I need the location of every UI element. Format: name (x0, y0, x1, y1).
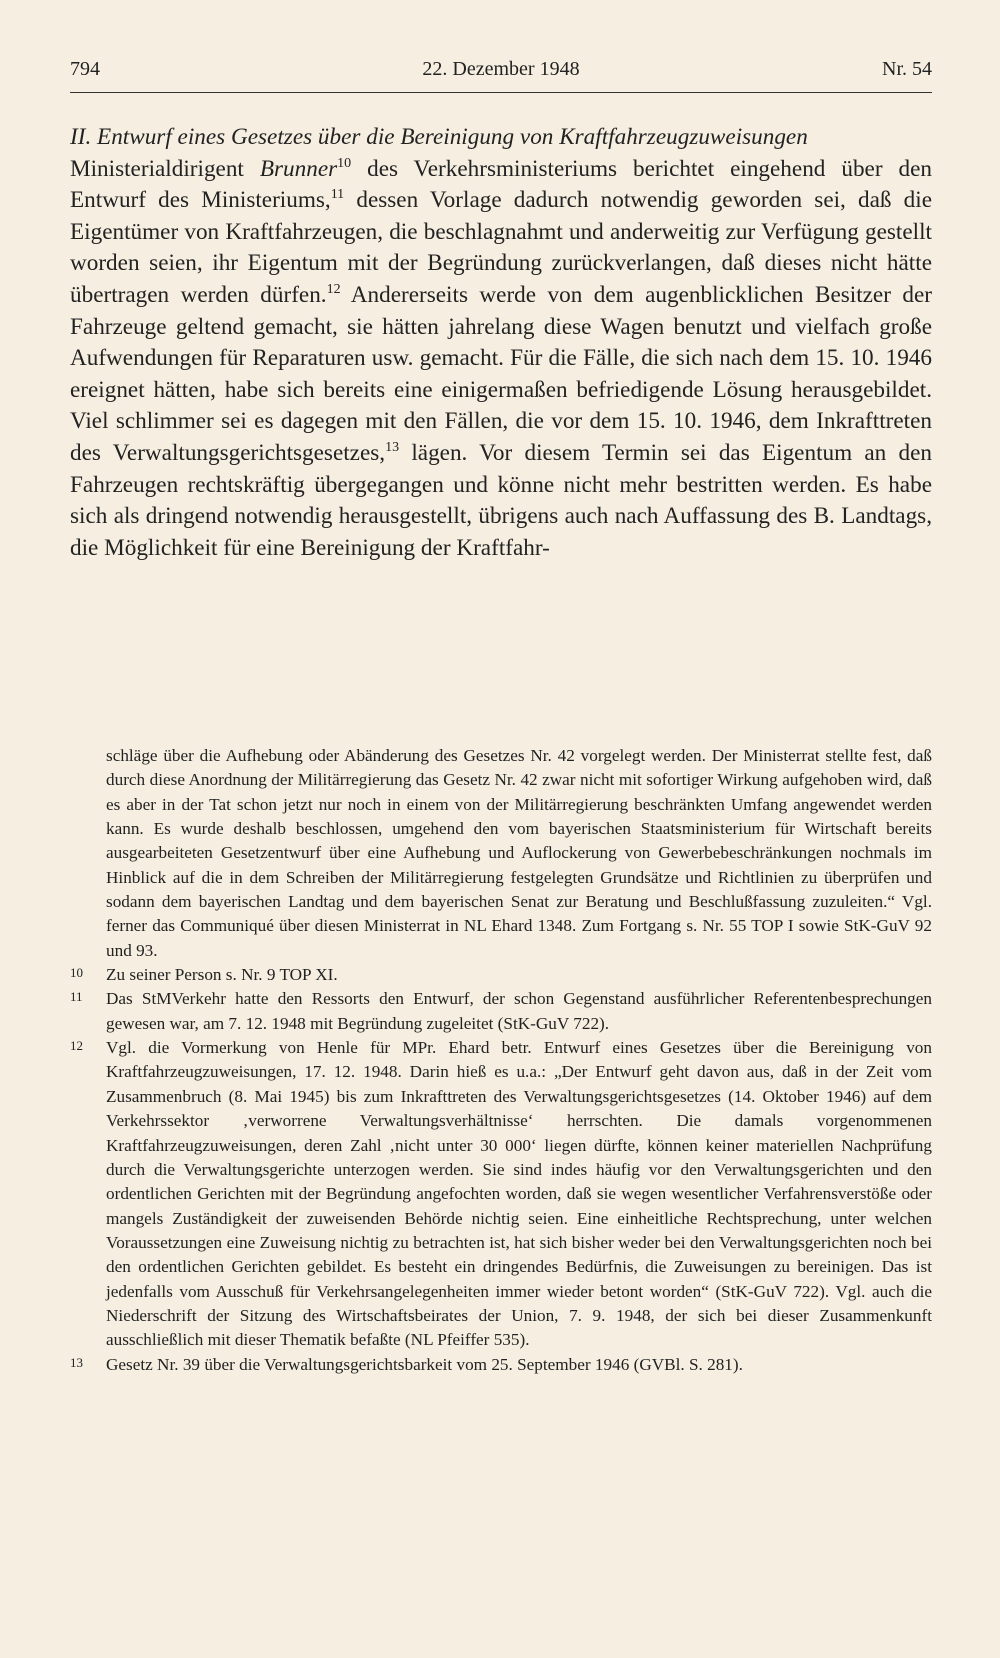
body-text: dessen Vorlage dadurch notwendig geworden sei, daß die Eigentümer von Kraftfahrzeugen, die beschlagnahmt und anderweitig zur Verfügung gestellt worden seien, ihr Eigentum mit der Begründung zurückverlangen, daß dieses nicht hätte übertragen werden dürfen. (70, 187, 932, 308)
footnote-number: 10 (70, 965, 83, 981)
footnote-number: 12 (70, 1038, 83, 1054)
person-name: Brunner (259, 155, 338, 182)
body-text: Ministerialdirigent (70, 155, 260, 182)
footnotes (70, 744, 932, 1377)
body-text: des Verkehrsministeriums berichtet eingehend über den Entwurf des Ministeriums, (70, 155, 932, 214)
footnote (70, 963, 932, 987)
main-text (70, 122, 932, 564)
footnote (70, 987, 932, 1036)
footnote (70, 1036, 932, 1352)
section-title: II. Entwurf eines Gesetzes über die Bereinigung von Kraftfahrzeugzuweisungen (70, 124, 808, 150)
footnote-text: Vgl. die Vormerkung von Henle für MPr. Ehard betr. Entwurf eines Gesetzes über die Bereinigung von Kraftfahrzeugzuweisungen, 17. 12. 1948. Darin hieß es u.a.: „Der Entwurf geht davon aus, daß in der Zeit vom Zusammenbruch (8. Mai 1945) bis zum Inkrafttreten des Verwaltungsgerichtsgesetzes (14. Oktober 1946) auf dem Verkehrssektor ‚verworrene Verwaltungsverhältnisse‘ herrschten. Die damals vorgenommenen Kraftfahrzeugzuweisungen, deren Zahl ‚nicht unter 30 000‘ liegen dürfte, können keiner materiellen Nachprüfung durch die Verwaltungsgerichte unterzogen werden. Sie sind indes häufig vor den Verwaltungsgerichten und den ordentlichen Gerichten mit der Begründung angefochten worden, daß sie wegen wesentlicher Verfahrensverstöße oder mangels Zuständigkeit der zuweisenden Behörde nichtig seien. Eine einheitliche Rechtsprechung, unter welchen Voraussetzungen eine Zuweisung nichtig zu betrachten ist, hat sich bisher weder bei den Verwaltungsgerichten noch bei den ordentlichen Gerichten gebildet. Es besteht ein dringendes Bedürfnis, die Zuweisungen zu bereinigen. Das ist jedenfalls vom Ausschuß für Verkehrsangelegenheiten immer wieder betont worden“ (StK-GuV 722). Vgl. auch die Niederschrift der Sitzung des Wirtschaftsbeirates der Union, 7. 9. 1948, der sich bei dieser Zusammenkunft ausschließlich mit dieser Thematik befaßte (NL Pfeiffer 535). (106, 1038, 932, 1350)
footnote-ref: 10 (337, 155, 352, 171)
footnote-text: Zu seiner Person s. Nr. 9 TOP XI. (106, 965, 338, 985)
page-header (70, 58, 932, 93)
footnote-number: 13 (70, 1354, 83, 1370)
page-number: 794 (70, 58, 100, 80)
footnote-number: 11 (70, 989, 83, 1005)
footnote-ref: 13 (385, 439, 400, 455)
header-date: 22. Dezember 1948 (422, 58, 580, 80)
body-text: lägen. Vor diesem Termin sei das Eigentum an den Fahrzeugen rechtskräftig übergegangen und könne nicht mehr bestritten werden. Es habe sich als dringend notwendig herausgestellt, übrigens auch nach Auffassung des B. Landtags, die Möglichkeit für eine Bereinigung der Kraftfahr- (70, 439, 932, 561)
issue-number: Nr. 54 (882, 58, 932, 80)
footnote-text: Das StMVerkehr hatte den Ressorts den Entwurf, der schon Gegenstand ausführlicher Referentenbesprechungen gewesen war, am 7. 12. 1948 mit Begründung zugeleitet (StK-GuV 722). (106, 989, 932, 1033)
body-paragraph (70, 154, 932, 565)
footnote-ref: 11 (330, 187, 345, 203)
footnote (70, 1353, 932, 1377)
footnote-ref: 12 (326, 281, 341, 297)
footnote-text: Gesetz Nr. 39 über die Verwaltungsgerichtsbarkeit vom 25. September 1946 (GVBl. S. 281). (106, 1354, 743, 1374)
body-text: Andererseits werde von dem augenblicklichen Besitzer der Fahrzeuge geltend gemacht, sie hätten jahrelang diese Wagen benutzt und vielfach große Aufwendungen für Reparaturen usw. gemacht. Für die Fälle, die sich nach dem 15. 10. 1946 ereignet hätten, habe sich bereits eine einigermaßen befriedigende Lösung herausgebildet. Viel schlimmer sei es dagegen mit den Fällen, die vor dem 15. 10. 1946, dem Inkrafttreten des Verwaltungsgerichtsgesetzes, (70, 281, 933, 466)
footnote-continuation: schläge über die Aufhebung oder Abänderung des Gesetzes Nr. 42 vorgelegt werden. Der Ministerrat stellte fest, daß durch diese Anordnung der Militärregierung das Gesetz Nr. 42 zwar nicht mit sofortiger Wirkung aufgehoben wird, daß es aber in der Tat schon jetzt nur noch in einem von der Militärregierung beschränkten Umfang angewendet werden kann. Es wurde deshalb beschlossen, umgehend den vom bayerischen Staatsministerium für Wirtschaft bereits ausgearbeiteten Gesetzentwurf über eine Aufhebung und Auflockerung von Gewerbebeschränkungen nochmals im Hinblick auf die in dem Schreiben der Militärregierung festgelegten Grundsätze und Richtlinien zu überprüfen und sodann dem bayerischen Landtag und dem bayerischen Senat zur Beratung und Beschlußfassung zuzuleiten.“ Vgl. ferner das Communiqué über diesen Ministerrat in NL Ehard 1348. Zum Fortgang s. Nr. 55 TOP I sowie StK-GuV 92 und 93. (106, 746, 932, 960)
